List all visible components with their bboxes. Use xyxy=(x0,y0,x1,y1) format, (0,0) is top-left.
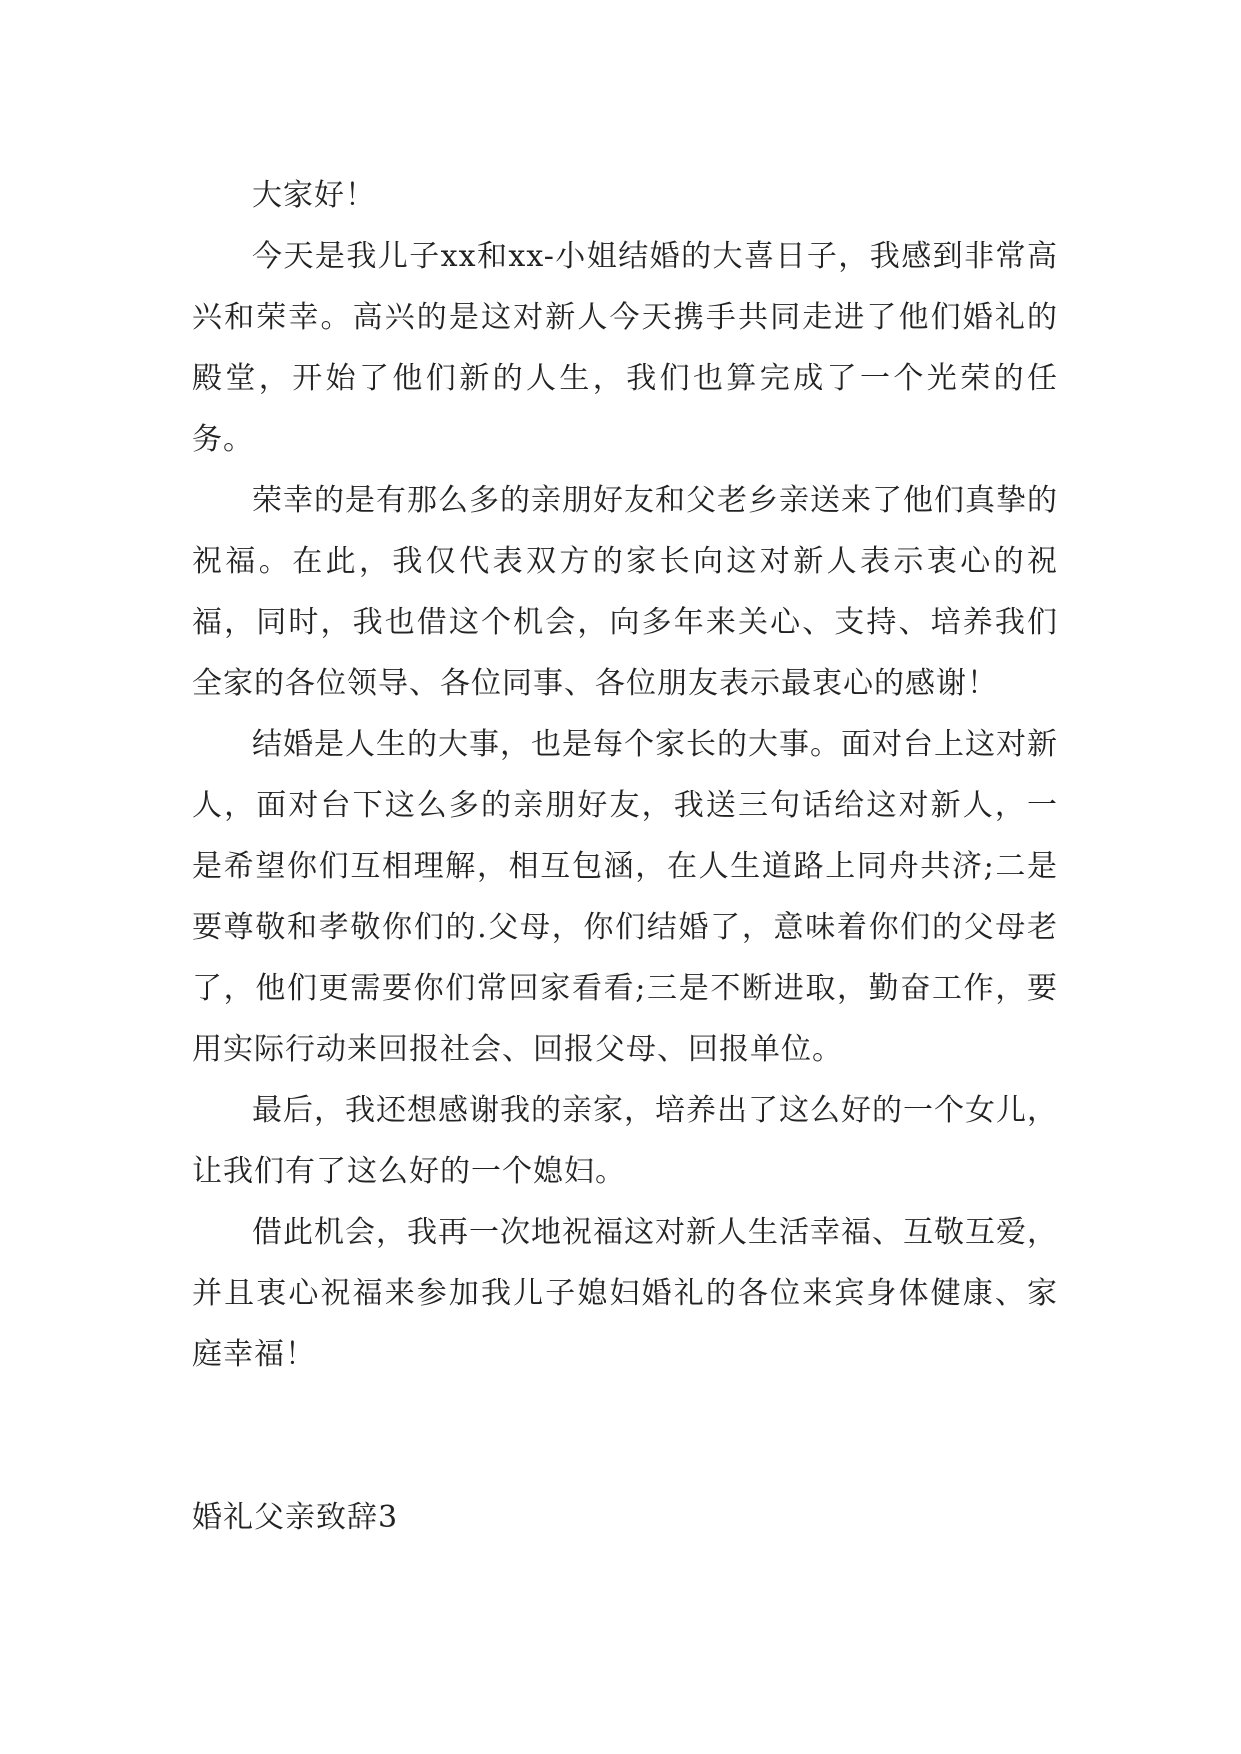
document-body xyxy=(192,165,1058,1385)
paragraph-in-laws: 最后，我还想感谢我的亲家，培养出了这么好的一个女儿，让我们有了这么好的一个媳妇。 xyxy=(192,1093,1058,1189)
paragraph-wedding-day: 今天是我儿子xx和xx-小姐结婚的大喜日子，我感到非常高兴和荣幸。高兴的是这对新人今天携手共同走进了他们婚礼的殿堂，开始了他们新的人生，我们也算完成了一个光荣的任务。 xyxy=(192,239,1058,457)
paragraph-thanks: 荣幸的是有那么多的亲朋好友和父老乡亲送来了他们真挚的祝福。在此，我仅代表双方的家长向这对新人表示衷心的祝福，同时，我也借这个机会，向多年来关心、支持、培养我们全家的各位领导、各位同事、各位朋友表示最衷心的感谢！ xyxy=(192,483,1058,701)
section-heading: 婚礼父亲致辞3 xyxy=(192,1500,399,1535)
paragraph-blessing: 借此机会，我再一次地祝福这对新人生活幸福、互敬互爱，并且衷心祝福来参加我儿子媳妇婚礼的各位来宾身体健康、家庭幸福！ xyxy=(192,1215,1058,1372)
paragraph-greeting: 大家好！ xyxy=(252,178,376,213)
paragraph-advice: 结婚是人生的大事，也是每个家长的大事。面对台上这对新人，面对台下这么多的亲朋好友，我送三句话给这对新人，一是希望你们互相理解，相互包涵，在人生道路上同舟共济;二是要尊敬和孝敬你们的.父母，你们结婚了，意味着你们的父母老了，他们更需要你们常回家看看;三是不断进取，勤奋工作，要用实际行动来回报社会、回报父母、回报单位。 xyxy=(192,727,1058,1067)
